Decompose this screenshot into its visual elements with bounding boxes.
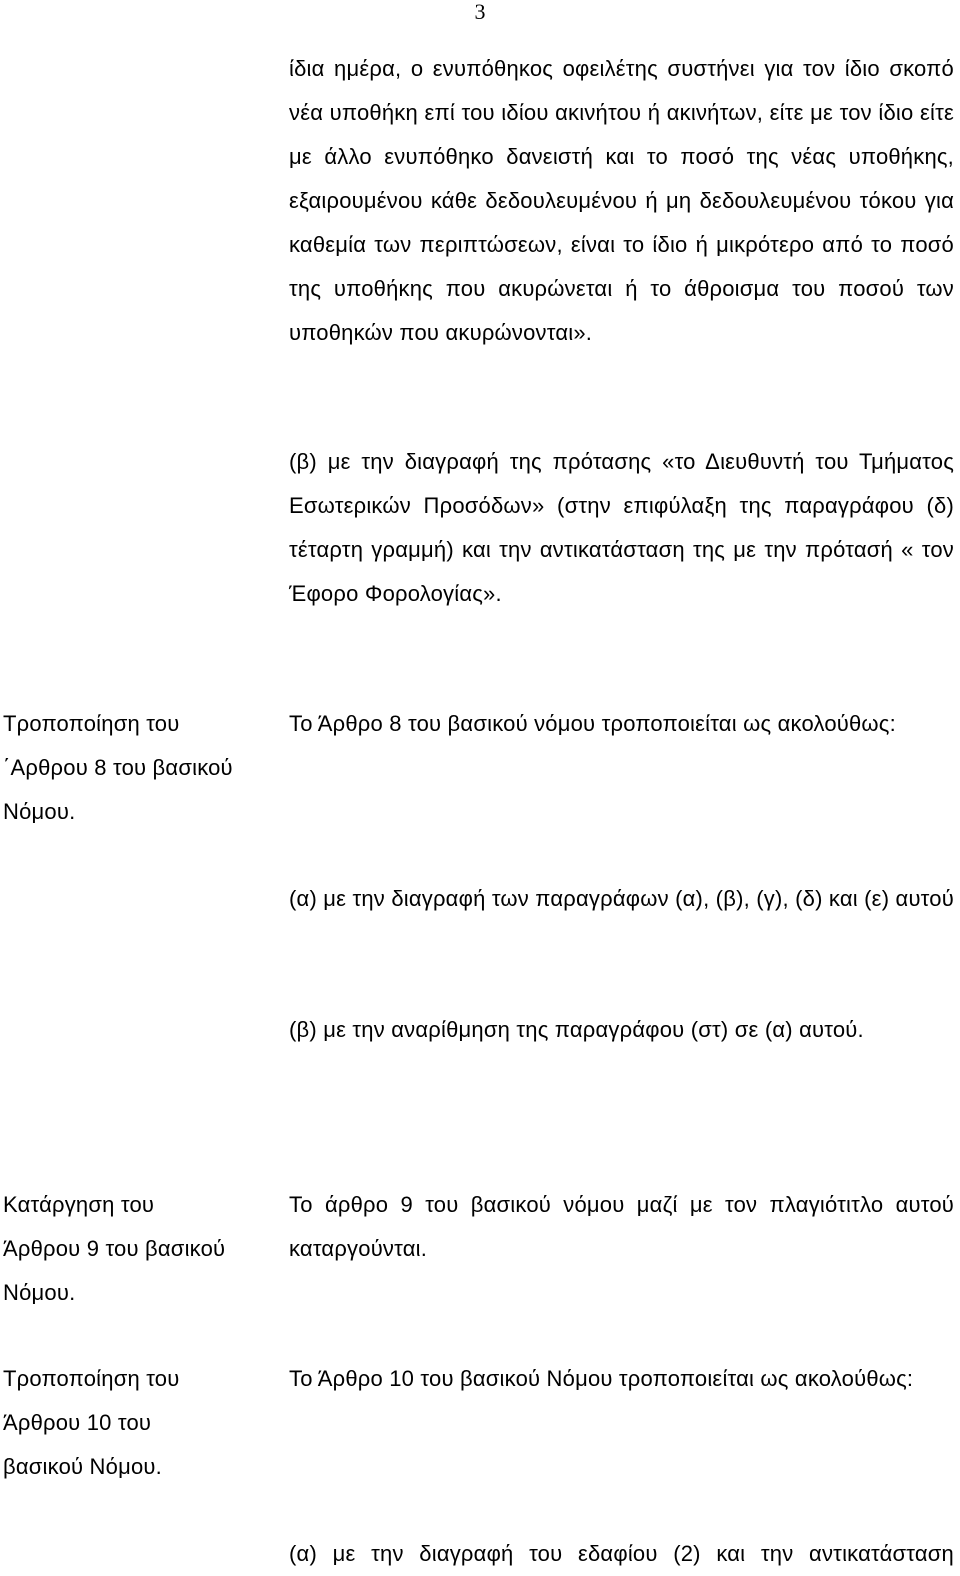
margin-title-line: βασικού Νόμου. (3, 1454, 162, 1479)
margin-title-line: Τροποποίηση του (3, 1366, 180, 1391)
paragraph-b-amendment: (β) με την διαγραφή της πρότασης «το Διευθυντή του Τμήματος Εσωτερικών Προσόδων» (στην επιφύλαξη της παραγράφου (δ) τέταρτη γραμμή) και την αντικατάσταση της με την πρότασή « τον Έφορο Φορολογίας». (289, 449, 954, 606)
margin-title-article-8 (3, 702, 268, 834)
margin-title-line: Άρθρου 9 του βασικού (3, 1236, 226, 1261)
margin-title-article-10 (3, 1357, 268, 1489)
margin-title-article-9 (3, 1183, 268, 1315)
margin-title-line: Τροποποίηση του (3, 711, 180, 736)
article-8-item-b: (β) με την αναρίθμηση της παραγράφου (στ) σε (α) αυτού. (289, 1017, 864, 1042)
continuation-paragraph: ίδια ημέρα, ο ενυπόθηκος οφειλέτης συστήνει για τον ίδιο σκοπό νέα υποθήκη επί του ιδίου ακινήτου ή ακινήτων, είτε με τον ίδιο είτε με άλλο ενυπόθηκο δανειστή και το ποσό της νέας υποθήκης, εξαιρουμένου κάθε δεδουλευμένου ή μη δεδουλευμένου τόκου για καθεμία των περιπτώσεων, είναι το ίδιο ή μικρότερο από το ποσό της υποθήκης που ακυρώνεται ή το άθροισμα του ποσού των υποθηκών που ακυρώνονται». (289, 56, 954, 345)
article-8-item-a: (α) με την διαγραφή των παραγράφων (α), (β), (γ), (δ) και (ε) αυτού (289, 886, 954, 911)
margin-title-line: ΄Αρθρου 8 του βασικού (3, 755, 233, 780)
article-10-item-a: (α) με την διαγραφή του εδαφίου (2) και την αντικατάσταση (289, 1541, 954, 1566)
article-10-intro: Το Άρθρο 10 του βασικού Νόμου τροποποιείται ως ακολούθως: (289, 1366, 914, 1391)
margin-title-line: Νόμου. (3, 799, 76, 824)
margin-title-line: Άρθρου 10 του (3, 1410, 152, 1435)
margin-title-line: Κατάργηση του (3, 1192, 155, 1217)
article-9-text: Το άρθρο 9 του βασικού νόμου μαζί με τον πλαγιότιτλο αυτού καταργούνται. (289, 1192, 954, 1261)
margin-title-line: Νόμου. (3, 1280, 76, 1305)
article-8-intro: Το Άρθρο 8 του βασικού νόμου τροποποιείται ως ακολούθως: (289, 711, 896, 736)
page-number: 3 (474, 0, 486, 24)
